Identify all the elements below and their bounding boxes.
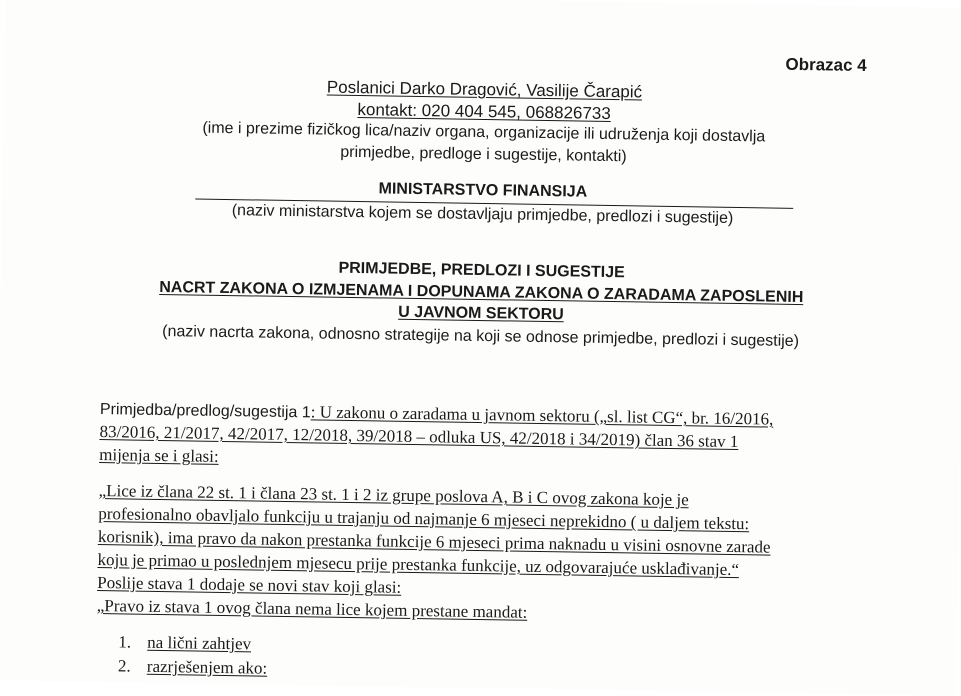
list-text: na lični zahtjev: [147, 632, 252, 654]
submitter-name: Poslanici Darko Dragović, Vasilije Čarapić: [326, 77, 643, 102]
body-line: profesionalno obavljalo funkciju u trajanju od najmanje 6 mjeseci neprekidno ( u daljem tekstu:: [98, 504, 750, 534]
heading-caption: (naziv nacrta zakona, odnosno strategije na koji se odnose primjedbe, predlozi i sugestije): [162, 323, 800, 351]
body-line: „Lice iz člana 22 st. 1 i člana 23 st. 1 i 2 iz grupe poslova A, B i C ovog zakona koje je: [98, 481, 689, 510]
body-line: korisnik), ima pravo da nakon prestanka funkcije 6 mjeseci prima naknadu u visini osnovne zarade: [97, 527, 771, 557]
body-line: mijenja se i glasi:: [99, 445, 219, 466]
suggestion-label: Primjedba/predlog/sugestija 1: [99, 401, 311, 422]
body-line: koju je primao u poslednjem mjesecu prije prestanka funkcije, uz odgovarajuće usklađivanje.“: [97, 550, 740, 580]
ministry-caption: (naziv ministarstva kojem se dostavljaju primjedbe, predlozi i sugestije): [231, 202, 734, 227]
body-line: : U zakonu o zaradama u javnom sektoru („sl. list CG“, br. 16/2016,: [310, 402, 774, 429]
submitter-caption-2: primjedbe, predloge i sugestije, kontakti): [340, 143, 627, 166]
list-item: [118, 656, 268, 678]
heading-law-line-1: NACRT ZAKONA O IZMJENAMA I DOPUNAMA ZAKONA O ZARADAMA ZAPOSLENIH: [159, 278, 804, 307]
body-line: Poslije stava 1 dodaje se novi stav koji glasi:: [97, 573, 402, 597]
form-label: Obrazac 4: [785, 54, 867, 76]
list-number: 2.: [117, 656, 131, 676]
body-line: 83/2016, 21/2017, 42/2017, 12/2018, 39/2018 – odluka US, 42/2018 i 34/2019) član 36 stav 1: [99, 422, 739, 452]
ministry-name: MINISTARSTVO FINANSIJA: [378, 180, 588, 201]
list-number: 1.: [118, 632, 132, 652]
list-item: [118, 632, 251, 654]
submitter-contact: kontakt: 020 404 545, 068826733: [357, 100, 611, 124]
body-line: „Pravo iz stava 1 ovog člana nema lice kojem prestane mandat:: [96, 596, 528, 622]
submitter-caption-1: (ime i prezime fizičkog lica/naziv organa, organizacije ili udruženja koji dostavlja: [202, 119, 766, 146]
heading-title: PRIMJEDBE, PREDLOZI I SUGESTIJE: [338, 259, 625, 282]
heading-law-line-2: U JAVNOM SEKTORU: [398, 303, 564, 324]
list-text: razrješenjem ako:: [146, 656, 268, 678]
